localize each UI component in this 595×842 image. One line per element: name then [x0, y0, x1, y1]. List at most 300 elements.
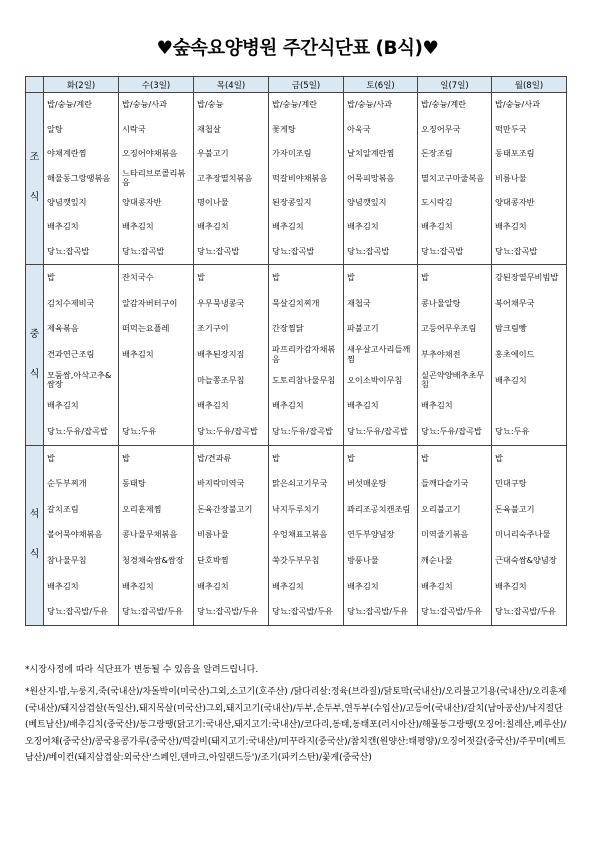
menu-item-text: 밥: [421, 271, 429, 282]
menu-item: [119, 599, 193, 625]
menu-item-text: 배추김치: [495, 374, 527, 385]
menu-item-text: 비름나물: [197, 529, 229, 540]
menu-cell: [418, 445, 492, 625]
menu-item-text: 된장콩잎지: [272, 197, 312, 207]
menu-cell: [44, 93, 119, 265]
menu-cell: [44, 264, 119, 445]
menu-item-text: 떡갈비야채볶음: [272, 172, 328, 183]
day-header: 화(2일): [44, 77, 119, 93]
breakfast-row: [26, 93, 567, 265]
menu-item-text: 우불고기: [197, 148, 229, 159]
menu-item-text: 배추김치: [122, 580, 154, 591]
menu-item-text: 맑은쇠고기무국: [272, 478, 328, 489]
menu-item: [492, 316, 566, 342]
menu-item: [119, 265, 193, 291]
menu-item-text: 아욱국: [347, 123, 371, 134]
menu-item-text: 시락국: [122, 123, 146, 134]
menu-item-text: 밥/숭늉/사과: [495, 99, 541, 110]
menu-item-list: [44, 265, 118, 445]
menu-item: [492, 497, 566, 523]
menu-item: [44, 548, 118, 574]
menu-item: [194, 117, 268, 141]
menu-item-text: 당뇨:잡곡밥/두유: [347, 606, 408, 617]
menu-item-text: 오이소박이무침: [347, 374, 403, 385]
meal-label-char: 식: [29, 192, 40, 204]
menu-item: [492, 599, 566, 625]
menu-cell: [269, 264, 344, 445]
menu-item-text: 배추김치: [272, 580, 304, 591]
menu-item: [269, 367, 343, 393]
menu-cell: [44, 445, 119, 625]
menu-cell: [119, 445, 194, 625]
menu-item-text: 밤크림빵: [495, 323, 527, 334]
menu-item-text: 연두부양념장: [347, 529, 395, 540]
menu-cell: [194, 93, 269, 265]
menu-item: [119, 215, 193, 239]
menu-item-text: 당뇨:두유/잡곡밥: [47, 425, 108, 436]
menu-item: [418, 522, 491, 548]
menu-item: [44, 522, 118, 548]
menu-item: [194, 316, 268, 342]
menu-item: [44, 215, 118, 239]
page-title: ♥숲속요양병원 주간식단표 (B식)♥: [156, 38, 439, 59]
menu-item: [194, 142, 268, 166]
menu-item: [44, 93, 118, 117]
menu-item-text: 배추김치: [47, 580, 79, 591]
menu-item-text: 밥: [347, 452, 355, 463]
menu-item-text: 배추김치: [272, 221, 304, 232]
menu-cell: [344, 264, 418, 445]
menu-item-text: 명이나물: [197, 197, 229, 207]
menu-item: [492, 93, 566, 117]
menu-item-text: 당뇨:잡곡밥: [495, 245, 538, 256]
menu-item: [119, 446, 193, 472]
menu-item-text: 밥: [272, 271, 280, 282]
menu-cell: [344, 93, 418, 265]
menu-item-text: 배추김치: [421, 400, 453, 411]
menu-item-text: 파불고기: [347, 323, 379, 334]
menu-item: [194, 93, 268, 117]
menu-item-text: 조기구이: [197, 323, 229, 334]
menu-item: [418, 393, 491, 419]
menu-item-text: 미역줄기볶음: [421, 529, 469, 540]
menu-item-text: 콩나물알탕: [421, 297, 461, 308]
menu-item-text: 밥/숭늉/사과: [122, 99, 168, 110]
day-header: 일(7일): [418, 77, 492, 93]
menu-item-list: [418, 93, 491, 264]
menu-item: [269, 497, 343, 523]
menu-item-text: 배추김치: [197, 580, 229, 591]
menu-item: [269, 548, 343, 574]
menu-item-text: 멸치고구마줄복음: [421, 172, 485, 183]
day-header: 수(3일): [119, 77, 194, 93]
menu-item-list: [194, 446, 268, 625]
menu-item-text: 배추김치: [47, 221, 79, 232]
menu-item: [119, 93, 193, 117]
menu-item: [344, 142, 417, 166]
meal-label-char: 조: [29, 152, 40, 164]
menu-item: [269, 191, 343, 215]
menu-item: [344, 191, 417, 215]
menu-item-text: 부추야채전: [421, 348, 461, 359]
menu-item: [344, 265, 417, 291]
menu-item-text: 배추김치: [347, 400, 379, 411]
menu-item-text: 양대콩자반: [122, 197, 162, 207]
menu-item-text: 당뇨:잡곡밥/두유: [122, 606, 183, 617]
menu-item: [418, 191, 491, 215]
menu-item-text: 밥: [272, 452, 280, 463]
menu-item: [418, 166, 491, 190]
menu-item: [418, 265, 491, 291]
menu-item: [492, 446, 566, 472]
menu-item-text: 배추김치: [495, 580, 527, 591]
menu-item-text: 낙지두루치기: [272, 503, 320, 514]
menu-item-text: 해물동그랑땡볶음: [47, 172, 111, 183]
menu-item-text: 느타리브로콜리볶음: [122, 167, 186, 188]
menu-item-list: [44, 93, 118, 264]
menu-item-text: 날치알계란찜: [347, 148, 395, 159]
menu-item: [418, 471, 491, 497]
menu-item-text: 당뇨:잡곡밥/두유: [47, 606, 108, 617]
menu-item-text: 배추김치: [197, 221, 229, 232]
menu-item-text: 돈육불고기: [495, 503, 535, 514]
menu-item-text: 당뇨:두유/잡곡밥: [347, 425, 408, 436]
menu-item: [194, 166, 268, 190]
menu-item-text: 양념깻잎지: [47, 197, 87, 207]
menu-item: [44, 239, 118, 263]
menu-item-text: 당뇨:잡곡밥: [47, 245, 90, 256]
meal-label: [26, 445, 44, 625]
menu-item: [492, 166, 566, 190]
menu-item: [344, 290, 417, 316]
menu-item-text: 야채계란찜: [47, 148, 87, 159]
menu-item-text: 당뇨:잡곡밥: [421, 245, 464, 256]
day-header: 금(5일): [269, 77, 344, 93]
menu-item: [344, 574, 417, 600]
menu-item-text: 양대콩자반: [495, 197, 535, 207]
menu-item: [194, 446, 268, 472]
menu-item-text: 알감자버터구이: [122, 297, 178, 308]
menu-item-list: [44, 446, 118, 625]
menu-item-text: 간장찜닭: [272, 323, 304, 334]
menu-item-text: 볼어묵야채볶음: [47, 529, 103, 540]
menu-item: [418, 574, 491, 600]
menu-item: [344, 239, 417, 263]
meal-label: [26, 264, 44, 445]
menu-item-text: 동태포조림: [495, 148, 535, 159]
menu-item: [492, 522, 566, 548]
menu-item: [44, 574, 118, 600]
menu-item-text: 김치수제비국: [47, 297, 95, 308]
menu-item-text: 양념깻잎지: [347, 197, 387, 207]
menu-item-text: 꽃게탕: [272, 123, 296, 134]
menu-item-text: 모둠쌈,아삭고추&쌈장: [47, 369, 112, 390]
notice-text: *시장사정에 따라 식단표가 변동될 수 있음을 알려드립니다.: [25, 665, 259, 675]
menu-item-text: 동태탕: [122, 478, 146, 489]
menu-item-text: 배추김치: [347, 580, 379, 591]
menu-item-text: 밥: [122, 452, 130, 463]
menu-item: [344, 316, 417, 342]
menu-item-text: 밥/숭늉/계란: [272, 99, 318, 110]
menu-item: [492, 471, 566, 497]
menu-item-text: 당뇨:잡곡밥/두유: [272, 606, 333, 617]
menu-item-text: 밥: [197, 271, 205, 282]
menu-item: [194, 342, 268, 368]
menu-item: [44, 191, 118, 215]
menu-item-text: 새우살고사리들깨찜: [347, 344, 411, 364]
menu-item: [119, 239, 193, 263]
menu-item-text: 근대숙쌈&양념장: [495, 554, 557, 565]
menu-item: [344, 117, 417, 141]
menu-item-text: 가자미조림: [272, 148, 312, 159]
menu-item: [194, 215, 268, 239]
menu-item: [492, 117, 566, 141]
menu-item: [492, 265, 566, 291]
menu-item: [194, 239, 268, 263]
menu-item: [269, 215, 343, 239]
menu-item: [269, 117, 343, 141]
menu-item-list: [194, 265, 268, 445]
menu-item-text: 바지락미역국: [197, 478, 245, 489]
meal-label-char: 식: [29, 549, 40, 561]
menu-item: [44, 166, 118, 190]
menu-item: [344, 471, 417, 497]
menu-item-text: 도토리참나물무침: [272, 374, 336, 385]
menu-item: [418, 142, 491, 166]
menu-item: [119, 522, 193, 548]
menu-item-list: [119, 446, 193, 625]
menu-item: [119, 342, 193, 368]
menu-cell: [194, 445, 269, 625]
menu-item-text: 강된장열무비빔밥: [495, 271, 559, 282]
menu-item: [344, 497, 417, 523]
menu-item-text: 밥/견과류: [197, 452, 232, 463]
menu-item: [44, 265, 118, 291]
menu-item-text: 실곤약양배추초무침: [421, 369, 485, 390]
menu-item: [194, 522, 268, 548]
menu-item-text: 깨순나물: [421, 554, 453, 565]
menu-item-text: 오징어무국: [421, 123, 461, 134]
menu-item-text: 당뇨:두유/잡곡밥: [197, 425, 258, 436]
menu-item-list: [119, 93, 193, 264]
menu-item-list: [418, 446, 491, 625]
meal-label-char: 석: [29, 509, 40, 521]
menu-item: [418, 290, 491, 316]
menu-item-text: 오리훈제찜: [122, 503, 162, 514]
menu-item-text: 참나물무침: [47, 554, 87, 565]
menu-item-text: 배추김치: [495, 221, 527, 232]
menu-item: [194, 265, 268, 291]
menu-item: [344, 215, 417, 239]
menu-cell: [344, 445, 418, 625]
menu-item: [418, 548, 491, 574]
menu-item: [269, 574, 343, 600]
menu-item-text: 밥/숭늉/계란: [47, 99, 93, 110]
menu-item: [344, 522, 417, 548]
menu-item-text: 당뇨:잡곡밥: [272, 245, 315, 256]
lunch-row: [26, 264, 567, 445]
menu-item: [44, 471, 118, 497]
menu-item-text: 잔치국수: [122, 271, 154, 282]
menu-item: [194, 574, 268, 600]
menu-item-text: 민대구탕: [495, 478, 527, 489]
menu-item: [269, 393, 343, 419]
menu-item-text: 알탕: [47, 123, 63, 134]
menu-item: [119, 419, 193, 445]
menu-item-list: [418, 265, 491, 445]
menu-item: [269, 93, 343, 117]
menu-item: [418, 93, 491, 117]
menu-item: [492, 239, 566, 263]
menu-item-list: [344, 265, 417, 445]
menu-item: [269, 599, 343, 625]
menu-item: [194, 191, 268, 215]
menu-item: [44, 393, 118, 419]
menu-item-text: 밥/숭늉/계란: [421, 99, 467, 110]
menu-item: [344, 166, 417, 190]
menu-item: [119, 393, 193, 419]
menu-item: [344, 342, 417, 368]
day-header-row: [26, 77, 567, 93]
menu-item-text: 비름나물: [495, 172, 527, 183]
menu-item: [269, 446, 343, 472]
menu-item-text: 갈치조림: [47, 503, 79, 514]
menu-item-text: 밥: [421, 452, 429, 463]
menu-item-text: 꽈리조공치캔조림: [347, 503, 411, 514]
menu-item: [344, 93, 417, 117]
menu-item: [418, 215, 491, 239]
menu-item-text: 당뇨:잡곡밥: [347, 245, 390, 256]
menu-item-text: 파프리카감자채볶음: [272, 344, 336, 364]
menu-item: [119, 367, 193, 393]
menu-item: [492, 142, 566, 166]
menu-item: [119, 574, 193, 600]
menu-item-text: 배추김치: [272, 400, 304, 411]
menu-item-text: 배추김치: [421, 580, 453, 591]
menu-item: [418, 117, 491, 141]
menu-item-text: 배추김치: [122, 221, 154, 232]
menu-item-text: 배추김치: [421, 221, 453, 232]
menu-item-text: 재첩살: [197, 123, 221, 134]
menu-cell: [492, 445, 567, 625]
menu-item-text: 오리불고기: [421, 503, 461, 514]
menu-item-text: 배추김치: [347, 221, 379, 232]
menu-item-text: 떡만두국: [495, 123, 527, 134]
menu-item: [269, 265, 343, 291]
menu-item: [44, 342, 118, 368]
dinner-row: [26, 445, 567, 625]
menu-item: [492, 290, 566, 316]
menu-cell: [418, 264, 492, 445]
menu-item-text: 밥/숭늉: [197, 99, 224, 110]
menu-item-list: [269, 93, 343, 264]
menu-item-text: 미니리숙주나물: [495, 529, 551, 540]
menu-item: [194, 497, 268, 523]
menu-item: [418, 239, 491, 263]
menu-item-text: 밥: [495, 452, 503, 463]
menu-item-text: 단호박찜: [197, 554, 229, 565]
origin-text: *원산지-밥,누룽지,죽(국내산)/차돌박이(미국산)그외,소고기(호주산) /닭다리살:정육(브라질)/닭토막(국내산)/오리불고기용(국내산)/오리훈제(국내산)/돼지삼겹살(독일산),돼지목살(미국산)그외,돼지고기(국내산)/두부,순두부,연두부(수입산)/고등어(국내산)/갈치(남아공산)/낙지절단(베트남산)/배추김치(중국산)/동그랑땡(닭고기:국내산,돼지고기:국내산)/코다리,동태,동태포(러시아산)/해물동그랑땡(오징어:칠레산,페루산)/오징어채(중국산)/콩국용콩가루(중국산)/떡갈비(돼지고기:국내산)/미꾸라지(중국산)/참치캔(원양산:태평양)/오징어젓갈(중국산)/주꾸미(베트남산)/베이컨(돼지삼겹살:외국산'스페인,덴마크,아일랜드등')/조기(파키스탄)/꽃게(중국산): [25, 687, 567, 764]
menu-item-text: 견과연근조림: [47, 348, 95, 359]
menu-item: [119, 191, 193, 215]
menu-item-text: 제육볶음: [47, 323, 79, 334]
menu-item: [119, 166, 193, 190]
menu-item: [194, 367, 268, 393]
corner-cell: [26, 77, 44, 93]
menu-item: [269, 316, 343, 342]
menu-item: [492, 393, 566, 419]
menu-item: [269, 419, 343, 445]
menu-item: [418, 316, 491, 342]
menu-item: [119, 548, 193, 574]
menu-item: [269, 342, 343, 368]
menu-item: [269, 522, 343, 548]
menu-item-text: 우무묵냉콩국: [197, 297, 245, 308]
menu-item: [194, 290, 268, 316]
menu-item-text: 배추김치: [122, 348, 154, 359]
menu-item: [418, 342, 491, 368]
menu-item: [44, 599, 118, 625]
menu-item-text: 마늘쫑조무침: [197, 374, 245, 385]
menu-item: [269, 142, 343, 166]
menu-item-text: 배추김치: [47, 400, 79, 411]
menu-item-text: 당뇨:잡곡밥/두유: [495, 606, 556, 617]
menu-item: [269, 290, 343, 316]
menu-item: [44, 367, 118, 393]
menu-item-text: 버섯매운탕: [347, 478, 387, 489]
menu-item: [194, 393, 268, 419]
weekly-menu-table: [25, 76, 567, 626]
menu-item: [119, 117, 193, 141]
menu-item-text: 순두부찌개: [47, 478, 87, 489]
menu-item-text: 방풍나물: [347, 554, 379, 565]
menu-item: [492, 342, 566, 368]
menu-item-text: 떠먹는요플레: [122, 323, 170, 334]
menu-item-text: 어묵피망볶음: [347, 172, 395, 183]
menu-item: [269, 471, 343, 497]
menu-item-text: 밥: [47, 452, 55, 463]
menu-cell: [119, 93, 194, 265]
menu-cell: [269, 445, 344, 625]
menu-item: [119, 142, 193, 166]
menu-item: [119, 316, 193, 342]
menu-cell: [119, 264, 194, 445]
menu-cell: [194, 264, 269, 445]
menu-item: [44, 142, 118, 166]
menu-item-text: 홍초에이드: [495, 348, 535, 359]
menu-item-text: 배추된장지짐: [197, 348, 245, 359]
menu-item: [418, 497, 491, 523]
menu-item: [119, 290, 193, 316]
menu-item-text: 콩나물무채볶음: [122, 529, 178, 540]
menu-item: [269, 239, 343, 263]
menu-cell: [492, 264, 567, 445]
menu-item-list: [269, 446, 343, 625]
menu-item-text: 우엉채표고볶음: [272, 529, 328, 540]
menu-item-text: 배추김치: [197, 400, 229, 411]
menu-item-text: 당뇨:잡곡밥: [197, 245, 240, 256]
menu-item: [269, 166, 343, 190]
menu-item: [492, 419, 566, 445]
menu-item: [44, 419, 118, 445]
menu-item: [44, 290, 118, 316]
menu-item: [418, 446, 491, 472]
menu-item-text: 밥: [47, 271, 55, 282]
menu-item-text: 당뇨:잡곡밥/두유: [421, 606, 482, 617]
menu-item-text: 들깨다슬기국: [421, 478, 469, 489]
menu-item-text: 오징어야채볶음: [122, 148, 178, 159]
day-header: 목(4일): [194, 77, 269, 93]
